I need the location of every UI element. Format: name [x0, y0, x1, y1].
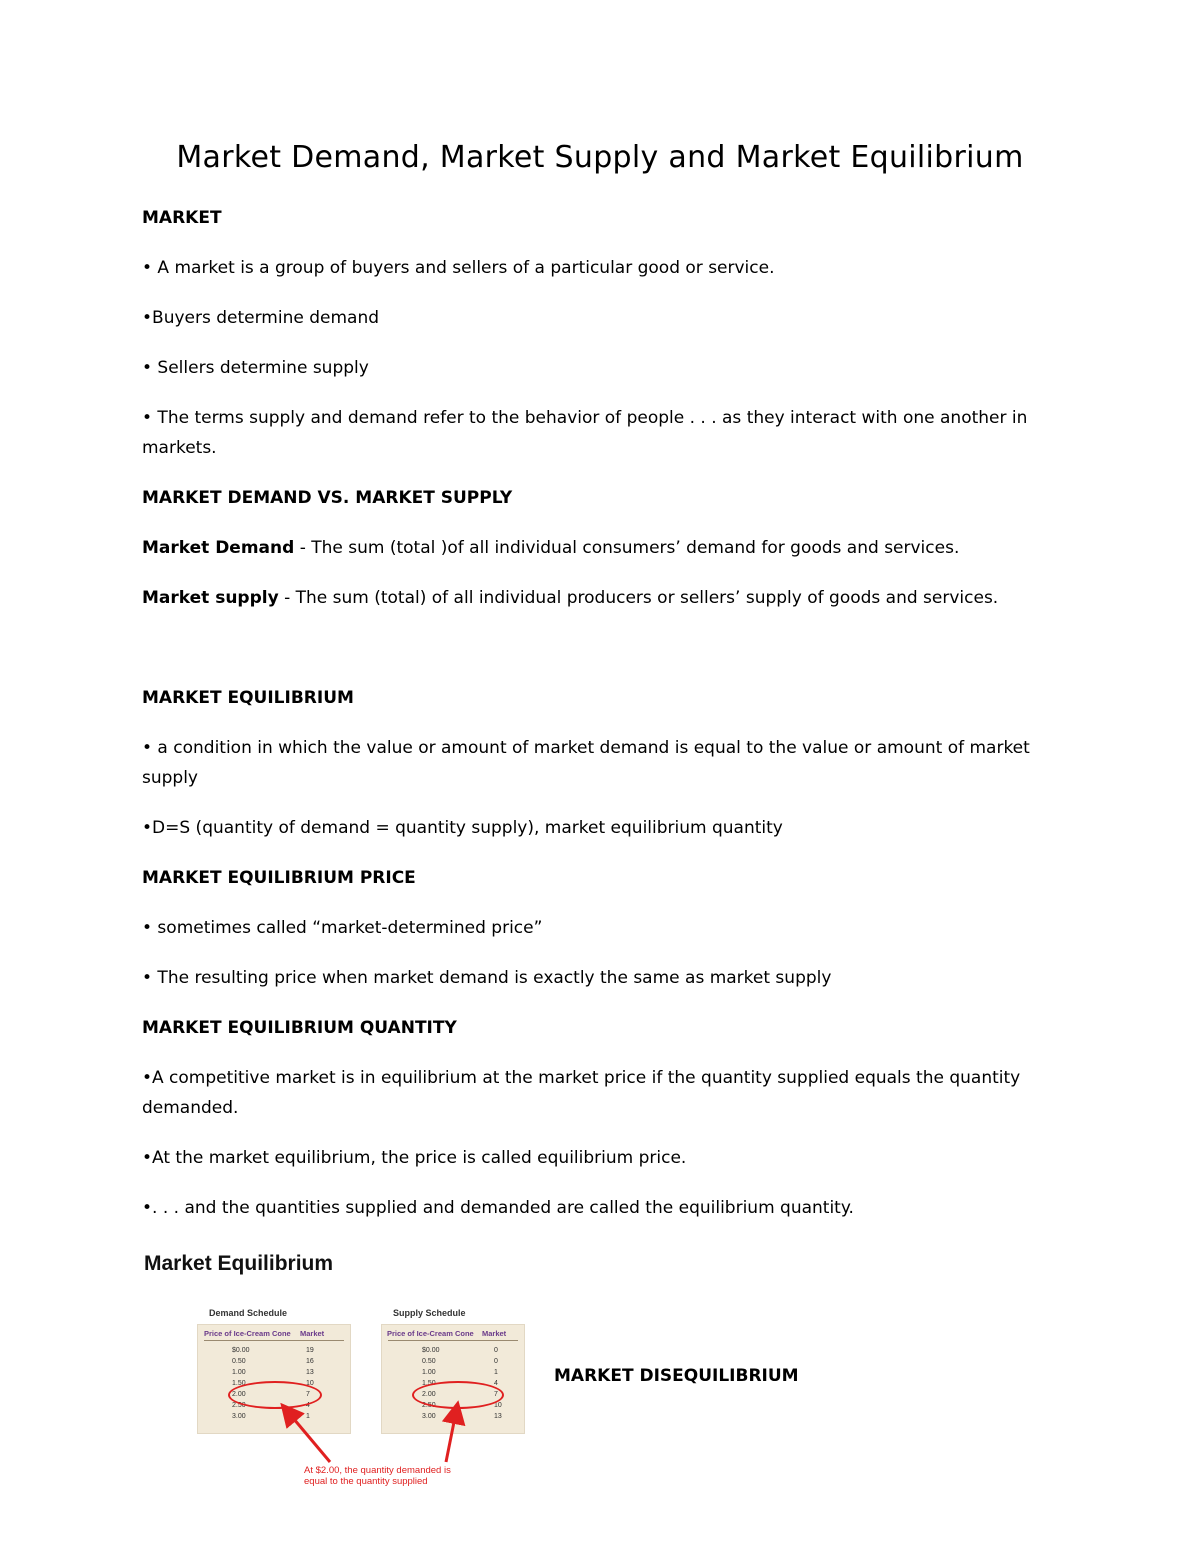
figure-caption	[304, 1465, 451, 1487]
supply-arrow	[446, 1412, 456, 1462]
supply-col-price: Price of Ice-Cream Cone	[387, 1329, 474, 1338]
price-cell: 2.00	[422, 1391, 436, 1398]
caption-line2: equal to the quantity supplied	[304, 1476, 428, 1487]
quantity-cell: 13	[306, 1369, 314, 1376]
price-cell: $0.00	[232, 1347, 250, 1354]
figure-title: Market Equilibrium	[144, 1252, 334, 1275]
market-demand-text: - The sum (total )of all individual consumers’ demand for goods and services.	[294, 538, 960, 558]
price-cell: 2.50	[232, 1402, 246, 1409]
section-heading-disequilibrium: MARKET DISEQUILIBRIUM	[554, 1366, 799, 1386]
caption-line1: At $2.00, the quantity demanded is	[304, 1465, 451, 1476]
quantity-cell: 1	[494, 1369, 498, 1376]
price-cell: 3.00	[422, 1413, 436, 1420]
section-heading-equilibrium: MARKET EQUILIBRIUM	[142, 688, 354, 708]
price-cell: 1.00	[422, 1369, 436, 1376]
bullet-resulting-price: • The resulting price when market demand is exactly the same as market supply	[142, 968, 832, 988]
price-cell: 1.50	[232, 1380, 246, 1387]
bullet-equilibrium-quantity: •. . . and the quantities supplied and demanded are called the equilibrium quantity.	[142, 1198, 854, 1218]
price-cell: 1.00	[232, 1369, 246, 1376]
demand-col-price: Price of Ice-Cream Cone	[204, 1329, 291, 1338]
supply-col-market: Market	[482, 1329, 507, 1338]
quantity-cell: 10	[494, 1402, 502, 1409]
quantity-cell: 1	[306, 1413, 310, 1420]
section-heading-equilibrium-price: MARKET EQUILIBRIUM PRICE	[142, 868, 416, 888]
price-cell: 0.50	[232, 1358, 246, 1365]
quantity-cell: 7	[494, 1391, 498, 1398]
bullet-terms-line2: markets.	[142, 438, 217, 458]
page-title: Market Demand, Market Supply and Market Equilibrium	[176, 140, 1024, 175]
price-cell: 1.50	[422, 1380, 436, 1387]
demand-col-market: Market	[300, 1329, 325, 1338]
bullet-competitive-line1: •A competitive market is in equilibrium at the market price if the quantity supplied equals the quantity	[142, 1068, 1021, 1088]
quantity-cell: 0	[494, 1358, 498, 1365]
bullet-equilibrium-line1: • a condition in which the value or amount of market demand is equal to the value or amount of market	[142, 738, 1030, 758]
price-cell: 3.00	[232, 1413, 246, 1420]
bullet-sellers: • Sellers determine supply	[142, 358, 369, 378]
market-demand-term: Market Demand	[142, 538, 295, 558]
bullet-market-determined-price: • sometimes called “market-determined price”	[142, 918, 543, 938]
bullet-market-definition: • A market is a group of buyers and sellers of a particular good or service.	[142, 258, 775, 278]
quantity-cell: 4	[306, 1402, 310, 1409]
quantity-cell: 10	[306, 1380, 314, 1387]
market-supply-text: - The sum (total) of all individual producers or sellers’ supply of goods and services.	[278, 588, 999, 608]
price-cell: 2.50	[422, 1402, 436, 1409]
bullet-d-equals-s: •D=S (quantity of demand = quantity supply), market equilibrium quantity	[142, 818, 783, 838]
demand-schedule-label: Demand Schedule	[209, 1308, 288, 1318]
quantity-cell: 13	[494, 1413, 502, 1420]
section-heading-equilibrium-quantity: MARKET EQUILIBRIUM QUANTITY	[142, 1018, 457, 1038]
bullet-buyers: •Buyers determine demand	[142, 308, 380, 328]
section-heading-market: MARKET	[142, 208, 222, 228]
quantity-cell: 4	[494, 1380, 498, 1387]
quantity-cell: 0	[494, 1347, 498, 1354]
demand-arrow	[288, 1412, 330, 1462]
quantity-cell: 7	[306, 1391, 310, 1398]
bullet-terms-line1: • The terms supply and demand refer to the behavior of people . . . as they interact with one another in	[142, 408, 1028, 428]
quantity-cell: 16	[306, 1358, 314, 1365]
bullet-equilibrium-line2: supply	[142, 768, 198, 788]
bullet-equilibrium-price: •At the market equilibrium, the price is called equilibrium price.	[142, 1148, 687, 1168]
section-heading-demand-vs-supply: MARKET DEMAND VS. MARKET SUPPLY	[142, 488, 513, 508]
quantity-cell: 19	[306, 1347, 314, 1354]
price-cell: $0.00	[422, 1347, 440, 1354]
bullet-competitive-line2: demanded.	[142, 1098, 239, 1118]
market-supply-term: Market supply	[142, 588, 279, 608]
price-cell: 0.50	[422, 1358, 436, 1365]
supply-schedule-label: Supply Schedule	[393, 1308, 466, 1318]
price-cell: 2.00	[232, 1391, 246, 1398]
